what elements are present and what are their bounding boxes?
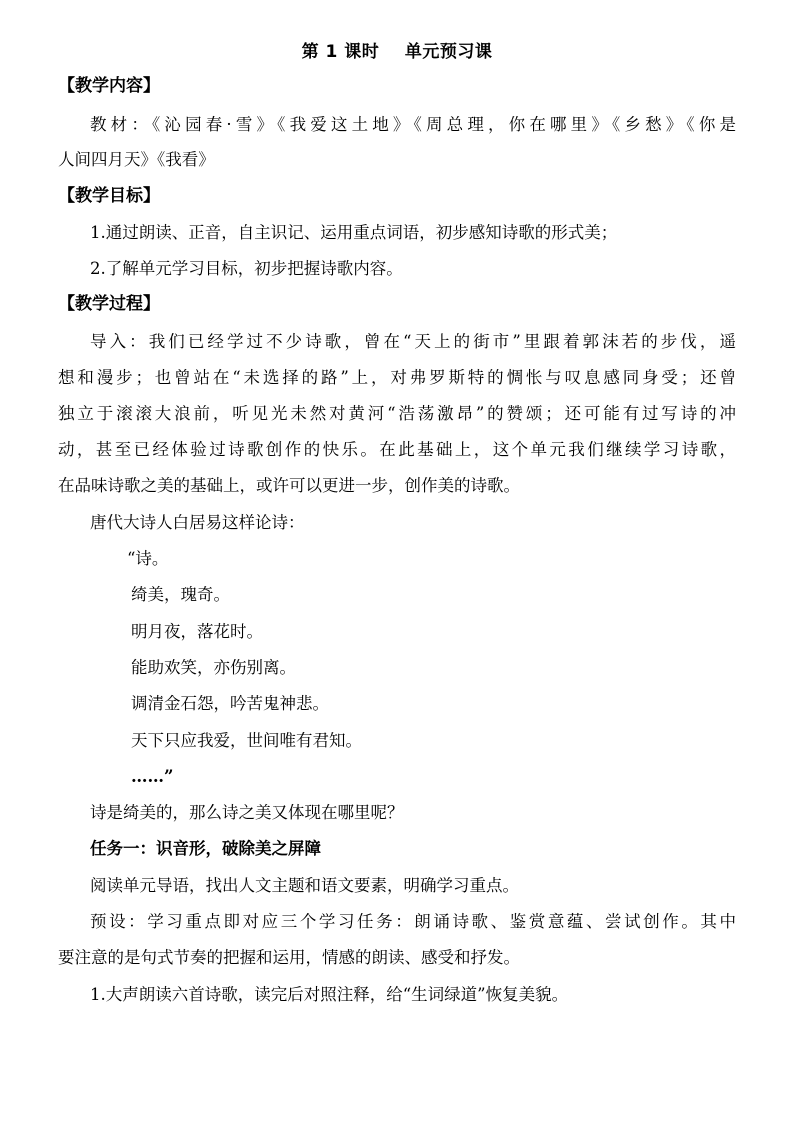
poem-intro: 唐代大诗人白居易这样论诗： [90,513,305,532]
task-step: 1.大声朗读六首诗歌，读完后对照注释，给“生词绿道”恢复美貌。 [90,985,569,1004]
poem-line: 明月夜，落花时。 [131,622,263,641]
task-heading: 任务一：识音形，破除美之屏障 [90,839,321,858]
task-preset-line: 预设：学习重点即对应三个学习任务：朗诵诗歌、鉴赏意蕴、尝试创作。其中 [90,912,736,931]
intro-line: 导入：我们已经学过不少诗歌，曾在“天上的街市”里跟着郭沫若的步伐，遥 [90,332,736,351]
poem-line: 调清金石怨，吟苦鬼神悲。 [131,694,329,713]
poem-line: ……” [131,767,174,786]
section-heading-process: 【教学过程】 [58,294,160,314]
poem-line: 天下只应我爱，世间唯有君知。 [131,731,362,750]
goal-item: 1.通过朗读、正音，自主识记、运用重点词语，初步感知诗歌的形式美； [90,223,618,242]
poem-line: 绮美，瑰奇。 [131,585,230,604]
task-preset-line: 要注意的是句式节奏的把握和运用，情感的朗读、感受和抒发。 [58,948,520,967]
poem-line: 能助欢笑，亦伤别离。 [131,658,296,677]
intro-line: 在品味诗歌之美的基础上，或许可以更进一步，创作美的诗歌。 [58,476,520,495]
task-line: 阅读单元导语，找出人文主题和语文要素，明确学习重点。 [90,876,519,895]
poem-line: “诗。 [127,549,169,568]
section-heading-goals: 【教学目标】 [58,186,160,206]
page-title: 第 1 课时 单元预习课 [301,42,493,62]
goal-item: 2.了解单元学习目标，初步把握诗歌内容。 [90,259,403,278]
question-line: 诗是绮美的，那么诗之美又体现在哪里呢？ [90,803,404,822]
content-line: 教材：《沁园春·雪》《我爱这土地》《周总理，你在哪里》《乡愁》《你是 [90,115,736,134]
section-heading-content: 【教学内容】 [58,76,160,96]
intro-line: 想和漫步；也曾站在“未选择的路”上，对弗罗斯特的惆怅与叹息感同身受；还曾 [58,368,736,387]
intro-line: 动，甚至已经体验过诗歌创作的快乐。在此基础上，这个单元我们继续学习诗歌， [58,440,736,459]
content-line: 人间四月天》《我看》 [58,150,215,169]
intro-line: 独立于滚滚大浪前，听见光未然对黄河“浩荡激昂”的赞颂；还可能有过写诗的冲 [58,404,736,423]
